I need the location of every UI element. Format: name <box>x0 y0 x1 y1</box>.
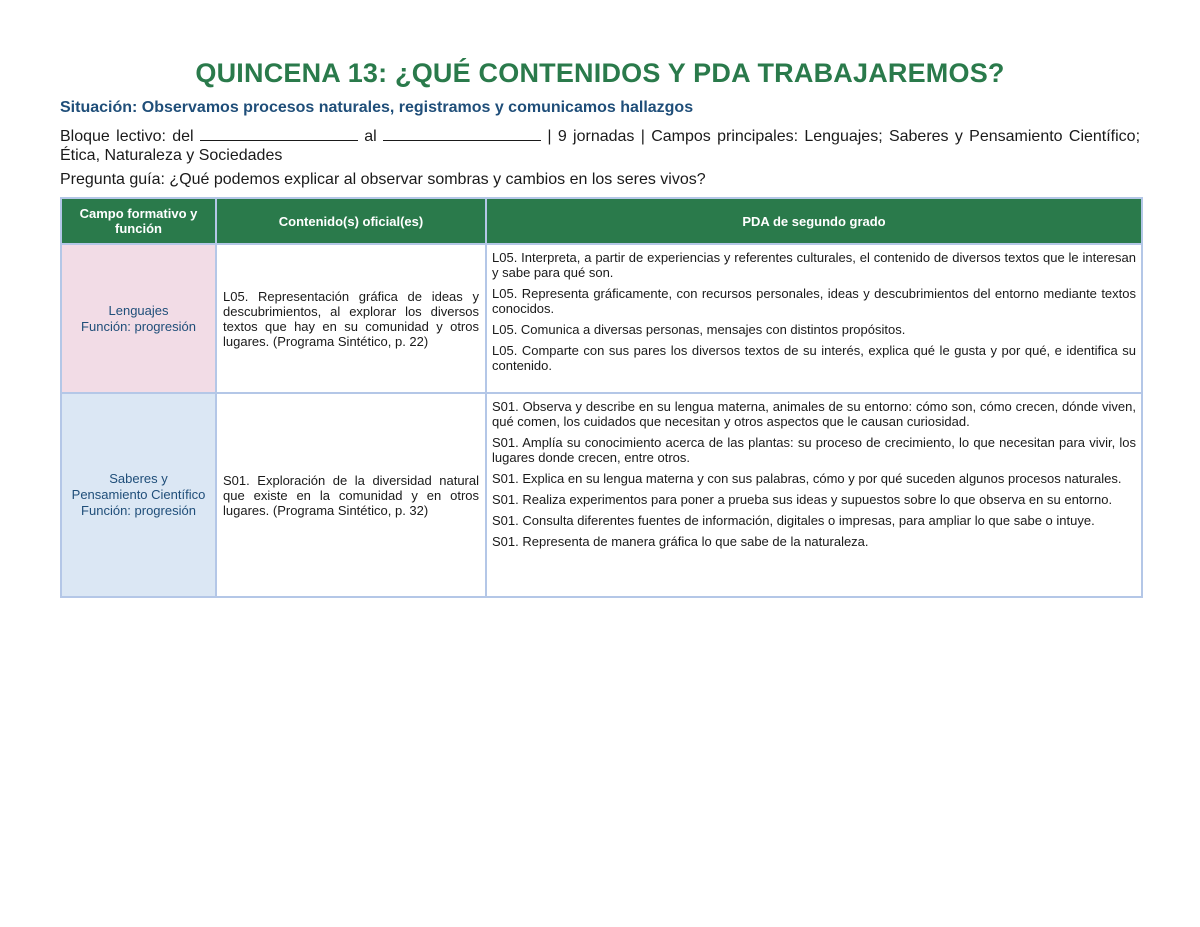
bloque-prefix: Bloque lectivo: del <box>60 128 194 145</box>
campo-lenguajes <box>61 244 216 393</box>
header-pda: PDA de segundo grado <box>486 198 1142 244</box>
pda-item: L05. Comparte con sus pares los diversos textos de su interés, explica qué le gusta y por qué, e identifica su contenido. <box>492 343 1136 373</box>
header-contenido: Contenido(s) oficial(es) <box>216 198 486 244</box>
campo-name: Lenguajes <box>108 302 169 318</box>
pda-table <box>60 197 1143 598</box>
pda-item: S01. Consulta diferentes fuentes de información, digitales o impresas, para ampliar lo que sabe o intuye. <box>492 513 1095 528</box>
contenido-lenguajes: L05. Representación gráfica de ideas y descubrimientos, al explorar los diversos textos que hay en su comunidad y otros lugares. (Programa Sintético, p. 22) <box>216 244 486 393</box>
pda-item: S01. Realiza experimentos para poner a prueba sus ideas y supuestos sobre lo que observa en su entorno. <box>492 492 1113 507</box>
page-title: QUINCENA 13: ¿QUÉ CONTENIDOS Y PDA TRABAJAREMOS? <box>195 58 1005 88</box>
pda-item: S01. Representa de manera gráfica lo que sabe de la naturaleza. <box>492 534 869 549</box>
situacion-heading: Situación: Observamos procesos naturales, registramos y comunicamos hallazgos <box>60 99 694 116</box>
pda-list-saberes <box>486 393 1142 597</box>
table-row-lenguajes <box>61 244 1142 393</box>
fecha-fin-blank <box>383 126 541 141</box>
pda-item: L05. Interpreta, a partir de experiencias y referentes culturales, el contenido de diversos textos que le interesan y sabe para qué son. <box>492 250 1136 280</box>
pda-item: L05. Representa gráficamente, con recursos personales, ideas y descubrimientos del entorno mediante textos conocidos. <box>492 286 1136 316</box>
fecha-inicio-blank <box>200 126 358 141</box>
campo-funcion: Función: progresión <box>81 318 196 334</box>
pda-item: S01. Amplía su conocimiento acerca de las plantas: su proceso de crecimiento, lo que necesitan para vivir, los lugares donde crecen, entre otros. <box>492 435 1136 465</box>
pregunta-guia: Pregunta guía: ¿Qué podemos explicar al observar sombras y cambios en los seres vivos? <box>60 171 706 188</box>
campo-name-cont: Pensamiento Científico <box>71 487 206 502</box>
campo-saberes <box>61 393 216 597</box>
pda-item: L05. Comunica a diversas personas, mensajes con distintos propósitos. <box>492 322 906 337</box>
bloque-lectivo-line <box>60 126 1140 165</box>
pda-item: S01. Explica en su lengua materna y con sus palabras, cómo y por qué suceden algunos procesos naturales. <box>492 471 1122 486</box>
bloque-suffix: | 9 jornadas | Campos principales: Lenguajes; Saberes y Pensamiento Científico; Ética, Naturaleza y Sociedades <box>60 128 1141 164</box>
bloque-middle: al <box>364 128 377 145</box>
header-campo: Campo formativo y función <box>61 198 216 244</box>
pda-list-lenguajes <box>486 244 1142 393</box>
contenido-saberes: S01. Exploración de la diversidad natural que existe en la comunidad y en otros lugares. (Programa Sintético, p. 32) <box>216 393 486 597</box>
campo-name: Saberes y <box>109 471 168 486</box>
campo-funcion: Función: progresión <box>81 503 196 518</box>
pda-item: S01. Observa y describe en su lengua materna, animales de su entorno: cómo son, cómo crecen, dónde viven, qué comen, los cuidados que necesitan y otros aspectos que le causan curiosidad. <box>492 399 1136 429</box>
table-header-row <box>61 198 1142 244</box>
table-row-saberes <box>61 393 1142 597</box>
